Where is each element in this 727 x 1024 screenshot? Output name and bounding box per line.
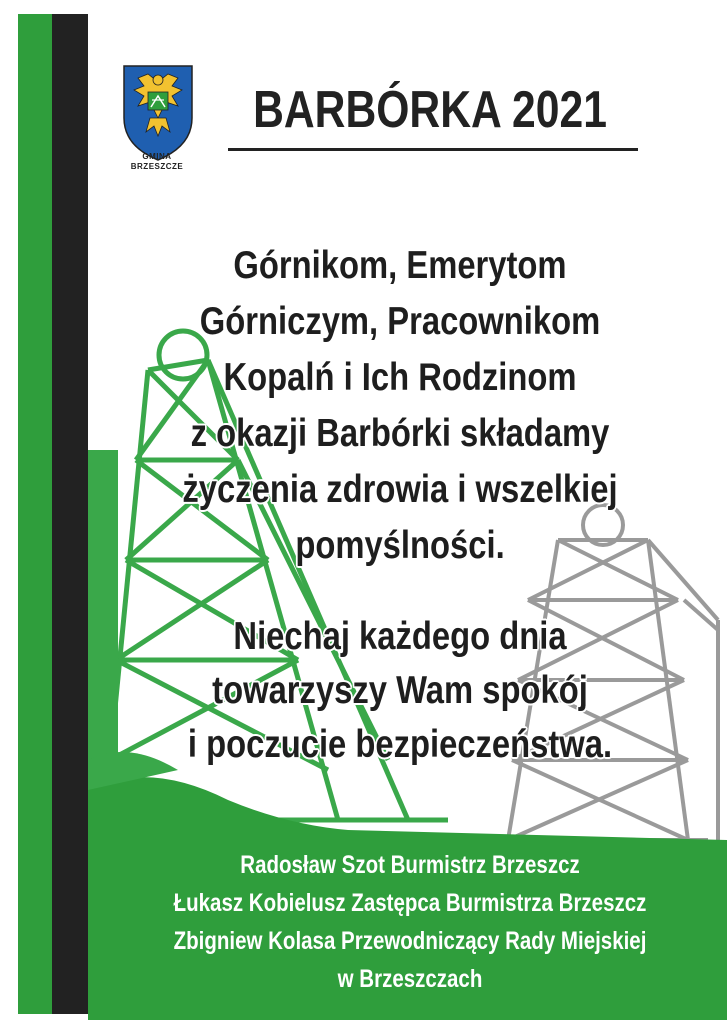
title-underline — [228, 148, 638, 151]
wish-line: towarzyszy Wam spokój — [212, 669, 588, 712]
greeting-line: z okazji Barbórki składamy — [190, 412, 610, 455]
greeting-line: życzenia zdrowia i wszelkiej — [182, 468, 618, 511]
wish-line: i poczucie bezpieczeństwa. — [187, 723, 613, 766]
left-black-stripe — [52, 14, 88, 1014]
greeting-line: Górnikom, Emerytom — [233, 244, 567, 287]
page-title: BARBÓRKA 2021 — [253, 81, 607, 139]
crest-caption — [118, 152, 196, 172]
greeting-line: Kopalń i Ich Rodzinom — [223, 356, 577, 399]
signature-line: w Brzeszczach — [337, 965, 483, 993]
wish-text — [156, 610, 643, 772]
greeting-line: pomyślności. — [295, 524, 505, 567]
signatures — [156, 846, 664, 998]
greeting-text — [165, 238, 635, 574]
signature-line: Radosław Szot Burmistrz Brzeszcz — [240, 851, 580, 879]
left-green-stripe — [18, 14, 52, 1014]
wish-line: Niechaj każdego dnia — [233, 615, 567, 658]
crest-caption-line2: BRZESZCZE — [130, 162, 184, 171]
signature-line: Zbigniew Kolasa Przewodniczący Rady Miejskiej — [173, 927, 647, 955]
greeting-line: Górniczym, Pracownikom — [199, 300, 601, 343]
signature-line: Łukasz Kobielusz Zastępca Burmistrza Brzeszcz — [173, 889, 647, 917]
crest-caption-line1: GMINA — [142, 152, 172, 161]
